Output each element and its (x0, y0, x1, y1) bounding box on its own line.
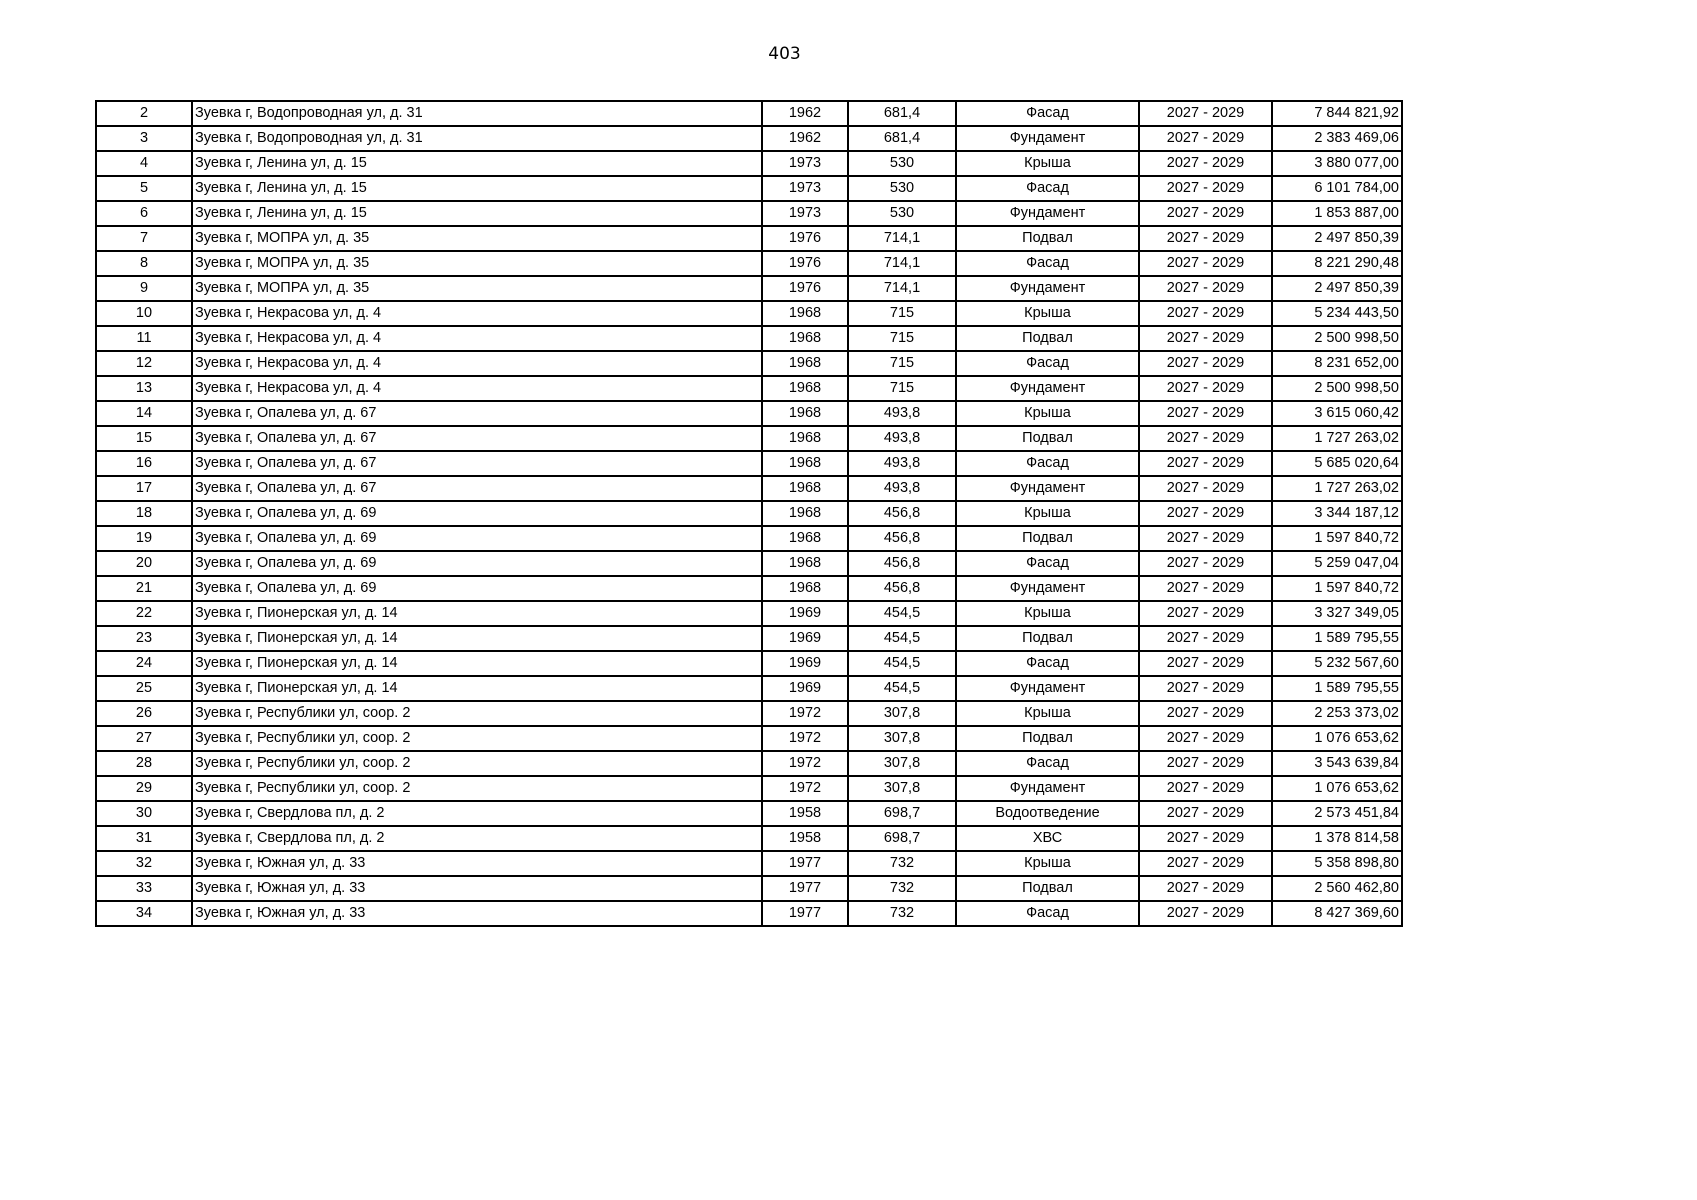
table-body (96, 101, 1402, 926)
table-row (96, 251, 1402, 276)
year-built-cell: 1969 (762, 601, 848, 626)
address-cell: Зуевка г, Водопроводная ул, д. 31 (192, 101, 762, 126)
table-row (96, 301, 1402, 326)
cost-cell: 1 589 795,55 (1272, 676, 1402, 701)
period-cell: 2027 - 2029 (1139, 626, 1272, 651)
work-type-cell: Крыша (956, 701, 1139, 726)
work-type-cell: Фундамент (956, 276, 1139, 301)
table-row (96, 676, 1402, 701)
period-cell: 2027 - 2029 (1139, 726, 1272, 751)
work-type-cell: Фундамент (956, 126, 1139, 151)
table-row (96, 226, 1402, 251)
area-cell: 715 (848, 351, 956, 376)
work-type-cell: Фасад (956, 101, 1139, 126)
address-cell: Зуевка г, Опалева ул, д. 67 (192, 426, 762, 451)
row-number-cell: 20 (96, 551, 192, 576)
area-cell: 493,8 (848, 401, 956, 426)
period-cell: 2027 - 2029 (1139, 901, 1272, 926)
area-cell: 714,1 (848, 251, 956, 276)
year-built-cell: 1973 (762, 176, 848, 201)
work-type-cell: Фасад (956, 176, 1139, 201)
address-cell: Зуевка г, МОПРА ул, д. 35 (192, 226, 762, 251)
work-type-cell: Фундамент (956, 476, 1139, 501)
work-type-cell: Фасад (956, 451, 1139, 476)
area-cell: 307,8 (848, 701, 956, 726)
work-type-cell: Крыша (956, 501, 1139, 526)
table-row (96, 826, 1402, 851)
area-cell: 493,8 (848, 476, 956, 501)
cost-cell: 5 234 443,50 (1272, 301, 1402, 326)
address-cell: Зуевка г, Ленина ул, д. 15 (192, 151, 762, 176)
table-row (96, 651, 1402, 676)
work-type-cell: Крыша (956, 851, 1139, 876)
work-type-cell: Подвал (956, 226, 1139, 251)
work-type-cell: Подвал (956, 876, 1139, 901)
year-built-cell: 1976 (762, 226, 848, 251)
period-cell: 2027 - 2029 (1139, 701, 1272, 726)
address-cell: Зуевка г, Пионерская ул, д. 14 (192, 601, 762, 626)
area-cell: 732 (848, 901, 956, 926)
period-cell: 2027 - 2029 (1139, 576, 1272, 601)
address-cell: Зуевка г, Пионерская ул, д. 14 (192, 676, 762, 701)
period-cell: 2027 - 2029 (1139, 151, 1272, 176)
row-number-cell: 10 (96, 301, 192, 326)
area-cell: 454,5 (848, 676, 956, 701)
cost-cell: 3 543 639,84 (1272, 751, 1402, 776)
row-number-cell: 13 (96, 376, 192, 401)
row-number-cell: 24 (96, 651, 192, 676)
area-cell: 454,5 (848, 601, 956, 626)
address-cell: Зуевка г, Некрасова ул, д. 4 (192, 301, 762, 326)
area-cell: 714,1 (848, 226, 956, 251)
address-cell: Зуевка г, Некрасова ул, д. 4 (192, 351, 762, 376)
work-type-cell: Подвал (956, 326, 1139, 351)
year-built-cell: 1969 (762, 626, 848, 651)
row-number-cell: 12 (96, 351, 192, 376)
year-built-cell: 1968 (762, 576, 848, 601)
year-built-cell: 1973 (762, 151, 848, 176)
period-cell: 2027 - 2029 (1139, 801, 1272, 826)
year-built-cell: 1962 (762, 126, 848, 151)
address-cell: Зуевка г, Республики ул, соор. 2 (192, 701, 762, 726)
work-type-cell: Фундамент (956, 576, 1139, 601)
row-number-cell: 26 (96, 701, 192, 726)
row-number-cell: 31 (96, 826, 192, 851)
work-type-cell: Крыша (956, 151, 1139, 176)
cost-cell: 2 500 998,50 (1272, 326, 1402, 351)
cost-cell: 1 076 653,62 (1272, 726, 1402, 751)
address-cell: Зуевка г, Пионерская ул, д. 14 (192, 626, 762, 651)
address-cell: Зуевка г, Республики ул, соор. 2 (192, 751, 762, 776)
row-number-cell: 32 (96, 851, 192, 876)
year-built-cell: 1968 (762, 551, 848, 576)
period-cell: 2027 - 2029 (1139, 276, 1272, 301)
table-row (96, 576, 1402, 601)
work-type-cell: Фасад (956, 751, 1139, 776)
cost-cell: 5 358 898,80 (1272, 851, 1402, 876)
address-cell: Зуевка г, Опалева ул, д. 67 (192, 451, 762, 476)
area-cell: 307,8 (848, 751, 956, 776)
cost-cell: 5 232 567,60 (1272, 651, 1402, 676)
work-type-cell: Подвал (956, 426, 1139, 451)
table-row (96, 526, 1402, 551)
area-cell: 456,8 (848, 551, 956, 576)
period-cell: 2027 - 2029 (1139, 176, 1272, 201)
row-number-cell: 22 (96, 601, 192, 626)
cost-cell: 1 853 887,00 (1272, 201, 1402, 226)
cost-cell: 2 497 850,39 (1272, 276, 1402, 301)
area-cell: 530 (848, 201, 956, 226)
cost-cell: 1 378 814,58 (1272, 826, 1402, 851)
area-cell: 307,8 (848, 726, 956, 751)
table-row (96, 601, 1402, 626)
period-cell: 2027 - 2029 (1139, 876, 1272, 901)
work-type-cell: Водоотведение (956, 801, 1139, 826)
cost-cell: 2 500 998,50 (1272, 376, 1402, 401)
table-row (96, 701, 1402, 726)
address-cell: Зуевка г, Республики ул, соор. 2 (192, 776, 762, 801)
row-number-cell: 5 (96, 176, 192, 201)
address-cell: Зуевка г, Водопроводная ул, д. 31 (192, 126, 762, 151)
period-cell: 2027 - 2029 (1139, 751, 1272, 776)
address-cell: Зуевка г, Ленина ул, д. 15 (192, 176, 762, 201)
table-row (96, 201, 1402, 226)
period-cell: 2027 - 2029 (1139, 401, 1272, 426)
year-built-cell: 1968 (762, 301, 848, 326)
cost-cell: 3 880 077,00 (1272, 151, 1402, 176)
work-type-cell: Подвал (956, 526, 1139, 551)
year-built-cell: 1969 (762, 651, 848, 676)
address-cell: Зуевка г, Опалева ул, д. 69 (192, 526, 762, 551)
table-row (96, 626, 1402, 651)
row-number-cell: 3 (96, 126, 192, 151)
cost-cell: 1 076 653,62 (1272, 776, 1402, 801)
area-cell: 698,7 (848, 801, 956, 826)
period-cell: 2027 - 2029 (1139, 351, 1272, 376)
year-built-cell: 1968 (762, 501, 848, 526)
work-type-cell: Фундамент (956, 201, 1139, 226)
address-cell: Зуевка г, Опалева ул, д. 67 (192, 401, 762, 426)
row-number-cell: 9 (96, 276, 192, 301)
year-built-cell: 1977 (762, 901, 848, 926)
row-number-cell: 7 (96, 226, 192, 251)
row-number-cell: 27 (96, 726, 192, 751)
row-number-cell: 29 (96, 776, 192, 801)
address-cell: Зуевка г, Ленина ул, д. 15 (192, 201, 762, 226)
period-cell: 2027 - 2029 (1139, 651, 1272, 676)
row-number-cell: 28 (96, 751, 192, 776)
row-number-cell: 8 (96, 251, 192, 276)
table-row (96, 876, 1402, 901)
cost-cell: 3 615 060,42 (1272, 401, 1402, 426)
row-number-cell: 17 (96, 476, 192, 501)
row-number-cell: 33 (96, 876, 192, 901)
cost-cell: 2 383 469,06 (1272, 126, 1402, 151)
cost-cell: 1 597 840,72 (1272, 526, 1402, 551)
table-row (96, 426, 1402, 451)
period-cell: 2027 - 2029 (1139, 476, 1272, 501)
area-cell: 454,5 (848, 626, 956, 651)
cost-cell: 2 560 462,80 (1272, 876, 1402, 901)
row-number-cell: 30 (96, 801, 192, 826)
work-type-cell: Крыша (956, 401, 1139, 426)
year-built-cell: 1968 (762, 401, 848, 426)
period-cell: 2027 - 2029 (1139, 601, 1272, 626)
work-type-cell: Фасад (956, 251, 1139, 276)
period-cell: 2027 - 2029 (1139, 826, 1272, 851)
year-built-cell: 1968 (762, 476, 848, 501)
table-row (96, 551, 1402, 576)
year-built-cell: 1968 (762, 526, 848, 551)
cost-cell: 1 597 840,72 (1272, 576, 1402, 601)
work-type-cell: Фундамент (956, 676, 1139, 701)
period-cell: 2027 - 2029 (1139, 676, 1272, 701)
period-cell: 2027 - 2029 (1139, 251, 1272, 276)
table-row (96, 351, 1402, 376)
period-cell: 2027 - 2029 (1139, 301, 1272, 326)
table-row (96, 151, 1402, 176)
area-cell: 493,8 (848, 426, 956, 451)
row-number-cell: 25 (96, 676, 192, 701)
period-cell: 2027 - 2029 (1139, 376, 1272, 401)
row-number-cell: 18 (96, 501, 192, 526)
area-cell: 732 (848, 876, 956, 901)
table-row (96, 376, 1402, 401)
work-type-cell: Подвал (956, 726, 1139, 751)
area-cell: 493,8 (848, 451, 956, 476)
work-type-cell: Фасад (956, 651, 1139, 676)
address-cell: Зуевка г, Некрасова ул, д. 4 (192, 376, 762, 401)
table-row (96, 726, 1402, 751)
year-built-cell: 1972 (762, 776, 848, 801)
cost-cell: 2 497 850,39 (1272, 226, 1402, 251)
period-cell: 2027 - 2029 (1139, 201, 1272, 226)
address-cell: Зуевка г, Некрасова ул, д. 4 (192, 326, 762, 351)
year-built-cell: 1958 (762, 826, 848, 851)
address-cell: Зуевка г, Свердлова пл, д. 2 (192, 826, 762, 851)
area-cell: 698,7 (848, 826, 956, 851)
year-built-cell: 1962 (762, 101, 848, 126)
area-cell: 732 (848, 851, 956, 876)
row-number-cell: 19 (96, 526, 192, 551)
period-cell: 2027 - 2029 (1139, 851, 1272, 876)
table-row (96, 776, 1402, 801)
area-cell: 456,8 (848, 501, 956, 526)
work-type-cell: Подвал (956, 626, 1139, 651)
year-built-cell: 1968 (762, 326, 848, 351)
period-cell: 2027 - 2029 (1139, 101, 1272, 126)
period-cell: 2027 - 2029 (1139, 126, 1272, 151)
period-cell: 2027 - 2029 (1139, 226, 1272, 251)
cost-cell: 5 685 020,64 (1272, 451, 1402, 476)
work-type-cell: Фасад (956, 901, 1139, 926)
address-cell: Зуевка г, Пионерская ул, д. 14 (192, 651, 762, 676)
work-type-cell: Фасад (956, 551, 1139, 576)
period-cell: 2027 - 2029 (1139, 526, 1272, 551)
address-cell: Зуевка г, Опалева ул, д. 69 (192, 576, 762, 601)
area-cell: 715 (848, 376, 956, 401)
table-row (96, 501, 1402, 526)
year-built-cell: 1972 (762, 701, 848, 726)
row-number-cell: 11 (96, 326, 192, 351)
address-cell: Зуевка г, Опалева ул, д. 67 (192, 476, 762, 501)
row-number-cell: 16 (96, 451, 192, 476)
area-cell: 530 (848, 176, 956, 201)
row-number-cell: 34 (96, 901, 192, 926)
row-number-cell: 6 (96, 201, 192, 226)
work-type-cell: Крыша (956, 601, 1139, 626)
period-cell: 2027 - 2029 (1139, 501, 1272, 526)
cost-cell: 1 727 263,02 (1272, 476, 1402, 501)
area-cell: 715 (848, 301, 956, 326)
cost-cell: 5 259 047,04 (1272, 551, 1402, 576)
area-cell: 456,8 (848, 576, 956, 601)
area-cell: 530 (848, 151, 956, 176)
cost-cell: 2 573 451,84 (1272, 801, 1402, 826)
year-built-cell: 1973 (762, 201, 848, 226)
cost-cell: 7 844 821,92 (1272, 101, 1402, 126)
cost-cell: 1 589 795,55 (1272, 626, 1402, 651)
address-cell: Зуевка г, Южная ул, д. 33 (192, 876, 762, 901)
year-built-cell: 1977 (762, 851, 848, 876)
cost-cell: 3 344 187,12 (1272, 501, 1402, 526)
period-cell: 2027 - 2029 (1139, 326, 1272, 351)
table-row (96, 276, 1402, 301)
year-built-cell: 1968 (762, 351, 848, 376)
table-row (96, 801, 1402, 826)
year-built-cell: 1968 (762, 426, 848, 451)
period-cell: 2027 - 2029 (1139, 451, 1272, 476)
table-row (96, 451, 1402, 476)
area-cell: 456,8 (848, 526, 956, 551)
table-row (96, 101, 1402, 126)
year-built-cell: 1969 (762, 676, 848, 701)
area-cell: 715 (848, 326, 956, 351)
cost-cell: 1 727 263,02 (1272, 426, 1402, 451)
address-cell: Зуевка г, МОПРА ул, д. 35 (192, 251, 762, 276)
table-row (96, 476, 1402, 501)
table-row (96, 126, 1402, 151)
table-row (96, 751, 1402, 776)
year-built-cell: 1972 (762, 751, 848, 776)
period-cell: 2027 - 2029 (1139, 426, 1272, 451)
row-number-cell: 14 (96, 401, 192, 426)
table-row (96, 851, 1402, 876)
address-cell: Зуевка г, МОПРА ул, д. 35 (192, 276, 762, 301)
year-built-cell: 1968 (762, 376, 848, 401)
area-cell: 454,5 (848, 651, 956, 676)
year-built-cell: 1977 (762, 876, 848, 901)
year-built-cell: 1972 (762, 726, 848, 751)
work-type-cell: Фундамент (956, 776, 1139, 801)
year-built-cell: 1976 (762, 251, 848, 276)
work-type-cell: Крыша (956, 301, 1139, 326)
table-row (96, 326, 1402, 351)
row-number-cell: 21 (96, 576, 192, 601)
address-cell: Зуевка г, Южная ул, д. 33 (192, 901, 762, 926)
work-type-cell: ХВС (956, 826, 1139, 851)
area-cell: 307,8 (848, 776, 956, 801)
work-type-cell: Фундамент (956, 376, 1139, 401)
cost-cell: 2 253 373,02 (1272, 701, 1402, 726)
cost-cell: 8 231 652,00 (1272, 351, 1402, 376)
address-cell: Зуевка г, Опалева ул, д. 69 (192, 551, 762, 576)
address-cell: Зуевка г, Южная ул, д. 33 (192, 851, 762, 876)
table-row (96, 176, 1402, 201)
area-cell: 681,4 (848, 126, 956, 151)
year-built-cell: 1976 (762, 276, 848, 301)
area-cell: 714,1 (848, 276, 956, 301)
row-number-cell: 23 (96, 626, 192, 651)
row-number-cell: 2 (96, 101, 192, 126)
address-cell: Зуевка г, Опалева ул, д. 69 (192, 501, 762, 526)
period-cell: 2027 - 2029 (1139, 551, 1272, 576)
row-number-cell: 15 (96, 426, 192, 451)
period-cell: 2027 - 2029 (1139, 776, 1272, 801)
page-number: 403 (768, 44, 801, 64)
address-cell: Зуевка г, Республики ул, соор. 2 (192, 726, 762, 751)
year-built-cell: 1968 (762, 451, 848, 476)
address-cell: Зуевка г, Свердлова пл, д. 2 (192, 801, 762, 826)
table-row (96, 901, 1402, 926)
table-row (96, 401, 1402, 426)
cost-cell: 8 427 369,60 (1272, 901, 1402, 926)
year-built-cell: 1958 (762, 801, 848, 826)
cost-cell: 8 221 290,48 (1272, 251, 1402, 276)
area-cell: 681,4 (848, 101, 956, 126)
cost-cell: 3 327 349,05 (1272, 601, 1402, 626)
row-number-cell: 4 (96, 151, 192, 176)
work-type-cell: Фасад (956, 351, 1139, 376)
cost-cell: 6 101 784,00 (1272, 176, 1402, 201)
repair-schedule-table (95, 100, 1403, 927)
